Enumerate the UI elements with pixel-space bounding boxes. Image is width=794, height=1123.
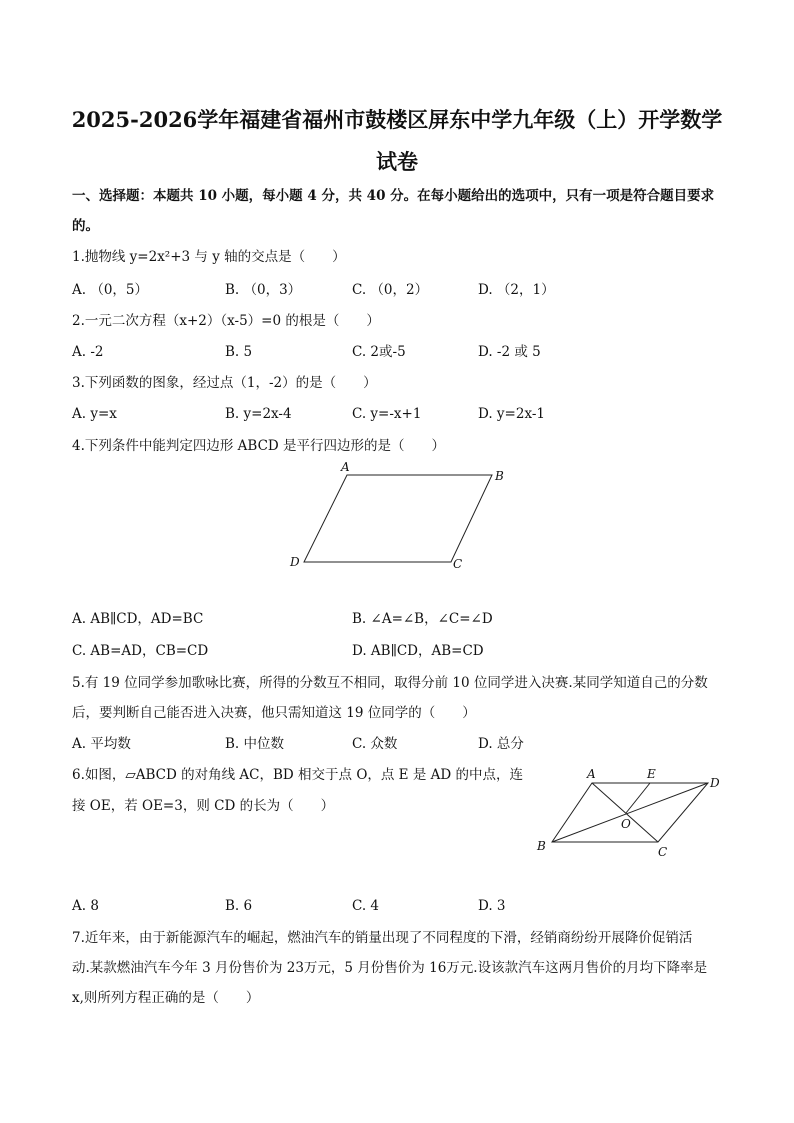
q6-option-c: C. 4 — [352, 898, 380, 914]
section-heading: 一、选择题：本题共 10 小题，每小题 4 分，共 40 分。在每小题给出的选项中，只有一项是符合题目要求 — [72, 188, 715, 204]
label-a: A — [587, 767, 596, 781]
q5-option-a: A. 平均数 — [72, 736, 131, 752]
q5-option-c: C. 众数 — [352, 736, 398, 752]
question-3-stem: 3.下列函数的图象，经过点（1，-2）的是（ ） — [72, 375, 377, 391]
label-c: C — [658, 845, 668, 859]
label-o: O — [621, 817, 631, 831]
label-e: E — [647, 767, 656, 781]
q1-option-c: C. （0，2） — [352, 282, 429, 298]
q2-option-a: A. -2 — [72, 344, 104, 360]
question-7-line3: x,则所列方程正确的是（ ） — [72, 990, 260, 1006]
q6-option-a: A. 8 — [72, 898, 99, 914]
label-b: B — [537, 839, 546, 853]
q6-option-b: B. 6 — [225, 898, 253, 914]
question-5-line2: 后，要判断自己能否进入决赛，他只需知道这 19 位同学的（ ） — [72, 705, 476, 721]
question-7-line1: 7.近年来，由于新能源汽车的崛起，燃油汽车的销量出现了不同程度的下滑，经销商纷纷开展降价促销活 — [72, 930, 693, 946]
question-6-line2: 接 OE，若 OE=3，则 CD 的长为（ ） — [72, 798, 335, 814]
q4-option-c: C. AB=AD，CB=CD — [72, 643, 209, 659]
q3-option-a: A. y=x — [72, 406, 117, 422]
diagonal-bd — [552, 783, 708, 842]
q6-option-d: D. 3 — [478, 898, 506, 914]
diagonal-ac — [592, 783, 658, 842]
q1-option-a: A. （0，5） — [72, 282, 149, 298]
q3-option-d: D. y=2x-1 — [478, 406, 545, 422]
label-d: D — [290, 555, 300, 569]
label-a: A — [341, 460, 350, 474]
q5-option-d: D. 总分 — [478, 736, 524, 752]
label-b: B — [495, 469, 504, 483]
q4-option-b: B. ∠A=∠B，∠C=∠D — [352, 611, 493, 627]
parallelogram-figure — [280, 456, 520, 574]
q5-option-b: B. 中位数 — [225, 736, 285, 752]
parallelogram-shape — [304, 475, 492, 562]
page-title-line2: 试卷 — [376, 149, 418, 174]
question-5-line1: 5.有 19 位同学参加歌咏比赛，所得的分数互不相同，取得分前 10 位同学进入决赛.某同学知道自己的分数 — [72, 675, 708, 691]
page-title: 2025-2026学年福建省福州市鼓楼区屏东中学九年级（上）开学数学 — [71, 107, 723, 132]
q1-option-d: D. （2，1） — [478, 282, 555, 298]
label-c: C — [453, 557, 463, 571]
q4-option-d: D. AB∥CD，AB=CD — [352, 643, 484, 659]
q2-option-c: C. 2或-5 — [352, 344, 406, 360]
question-4-stem: 4.下列条件中能判定四边形 ABCD 是平行四边形的是（ ） — [72, 438, 446, 454]
parallelogram-diagonals-figure — [530, 762, 730, 862]
q3-option-c: C. y=-x+1 — [352, 406, 422, 422]
q3-option-b: B. y=2x-4 — [225, 406, 292, 422]
q2-option-b: B. 5 — [225, 344, 253, 360]
q2-option-d: D. -2 或 5 — [478, 344, 541, 360]
question-1-stem: 1.抛物线 y=2x²+3 与 y 轴的交点是（ ） — [72, 249, 346, 265]
question-6-line1: 6.如图，▱ABCD 的对角线 AC，BD 相交于点 O，点 E 是 AD 的中点，连 — [72, 767, 523, 783]
q4-option-a: A. AB∥CD，AD=BC — [72, 611, 204, 627]
segment-oe — [626, 783, 650, 813]
question-7-line2: 动.某款燃油汽车今年 3 月份售价为 23万元，5 月份售价为 16万元.设该款汽车这两月售价的月均下降率是 — [72, 960, 708, 976]
section-heading-cont: 的。 — [72, 218, 99, 234]
question-2-stem: 2.一元二次方程（x+2）（x-5）=0 的根是（ ） — [72, 313, 380, 329]
q1-option-b: B. （0，3） — [225, 282, 302, 298]
label-d: D — [710, 776, 720, 790]
